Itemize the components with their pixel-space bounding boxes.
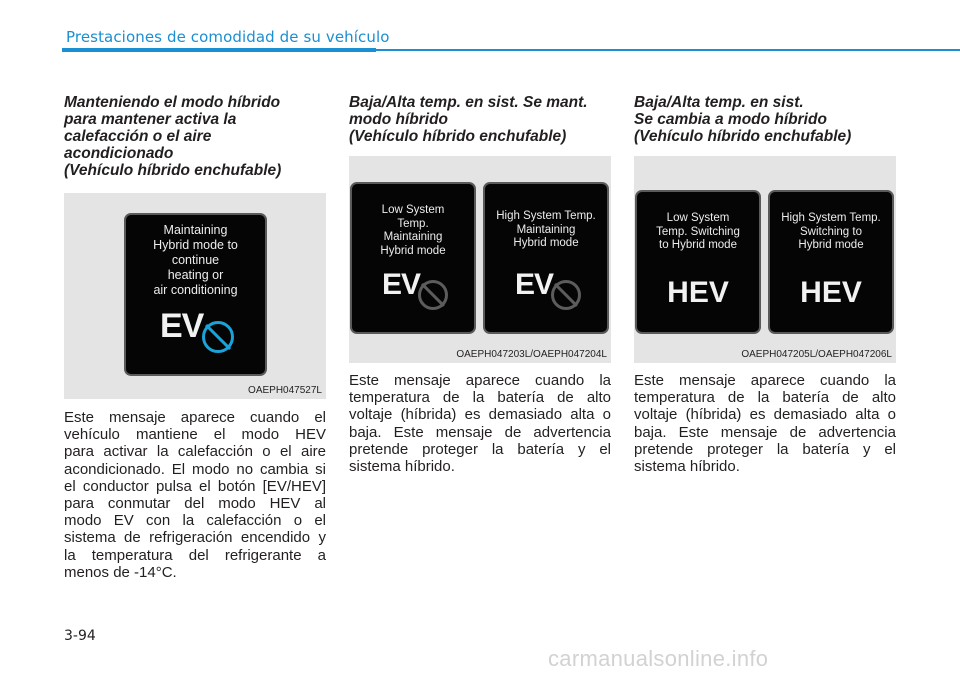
page-number: 3-94 xyxy=(64,628,96,644)
body-line: baja. Este mensaje de advertencia xyxy=(634,423,896,441)
heading-line: acondicionado xyxy=(64,145,174,162)
cluster-message: Low System Temp. Maintaining Hybrid mode xyxy=(380,204,446,257)
heading-line: Baja/Alta temp. en sist. Se mant. xyxy=(349,94,588,111)
cluster-screen-low-temp xyxy=(635,190,761,334)
prohibited-icon xyxy=(418,280,448,310)
body-line: para activar la calefacción o el aire xyxy=(64,443,326,461)
heading-line: modo híbrido xyxy=(349,111,449,128)
cluster-screen-high-temp xyxy=(483,182,609,334)
body-line: el conductor pulsa el botón [EV/HEV] xyxy=(64,477,326,495)
ev-mode-indicator: EV xyxy=(160,307,204,345)
cluster-screen-high-temp xyxy=(768,190,894,334)
section-header-title: Prestaciones de comodidad de su vehículo xyxy=(66,28,390,46)
heading-line: Baja/Alta temp. en sist. xyxy=(634,94,804,111)
cluster-screen-low-temp xyxy=(350,182,476,334)
body-line: temperatura de la batería de alto xyxy=(634,389,896,407)
body-line: voltaje (híbrida) es demasiado alta o xyxy=(349,406,611,424)
heading-line: Se cambia a modo híbrido xyxy=(634,111,827,128)
body-line: Este mensaje aparece cuando la xyxy=(349,372,611,389)
section-heading xyxy=(634,94,896,145)
section-heading xyxy=(64,94,326,179)
body-line: pretende proteger la batería y el xyxy=(634,440,896,458)
cluster-message: High System Temp. Switching to Hybrid mode xyxy=(781,212,881,251)
body-line: pretende proteger la batería y el xyxy=(349,440,611,458)
body-paragraph xyxy=(349,372,611,475)
body-line: sistema híbrido. xyxy=(634,458,740,476)
body-line: voltaje (híbrida) es demasiado alta o xyxy=(634,406,896,424)
prohibited-icon xyxy=(202,321,234,353)
figure-cluster-display-heating xyxy=(64,193,326,399)
body-line: vehículo mantiene el modo HEV xyxy=(64,426,326,444)
body-line: modo EV con la calefacción o el xyxy=(64,512,326,530)
body-paragraph xyxy=(634,372,896,475)
heading-line: (Vehículo híbrido enchufable) xyxy=(634,128,852,145)
header-rule-thin xyxy=(376,49,960,51)
watermark: carmanualsonline.info xyxy=(548,646,769,671)
ev-mode-indicator: EV xyxy=(382,268,421,301)
body-line: sistema híbrido. xyxy=(349,458,455,476)
cluster-message: Maintaining Hybrid mode to continue heating or air conditioning xyxy=(153,223,238,297)
heading-line: Manteniendo el modo híbrido xyxy=(64,94,281,111)
body-line: acondicionado. El modo no cambia si xyxy=(64,460,326,478)
hev-mode-indicator: HEV xyxy=(800,276,862,309)
figure-cluster-displays-maintain xyxy=(349,156,611,363)
heading-line: (Vehículo híbrido enchufable) xyxy=(349,128,567,145)
column-low-high-temp-maintain xyxy=(349,94,611,145)
cluster-message: Low System Temp. Switching to Hybrid mode xyxy=(656,212,740,251)
body-line: menos de -14°C. xyxy=(64,563,177,581)
column-maintaining-hybrid-heating xyxy=(64,94,326,179)
body-line: sistema de refrigeración encendido y xyxy=(64,529,326,547)
column-low-high-temp-switch xyxy=(634,94,896,145)
body-line: Este mensaje aparece cuando el xyxy=(64,409,326,426)
section-heading xyxy=(349,94,611,145)
header-rule-thick xyxy=(62,48,376,52)
figure-code: OAEPH047527L xyxy=(248,385,322,396)
cluster-message: High System Temp. Maintaining Hybrid mode xyxy=(496,210,596,249)
figure-code: OAEPH047205L/OAEPH047206L xyxy=(741,349,892,360)
body-line: la temperatura del refrigerante a xyxy=(64,546,326,564)
cluster-screen xyxy=(124,213,267,376)
body-line: para conmutar del modo HEV al xyxy=(64,495,326,513)
figure-code: OAEPH047203L/OAEPH047204L xyxy=(456,349,607,360)
body-line: Este mensaje aparece cuando la xyxy=(634,372,896,389)
hev-mode-indicator: HEV xyxy=(667,276,729,309)
figure-cluster-displays-switch xyxy=(634,156,896,363)
body-paragraph xyxy=(64,409,326,581)
heading-line: calefacción o el aire xyxy=(64,128,212,145)
body-line: temperatura de la batería de alto xyxy=(349,389,611,407)
body-line: baja. Este mensaje de advertencia xyxy=(349,423,611,441)
ev-mode-indicator: EV xyxy=(515,268,554,301)
heading-line: (Vehículo híbrido enchufable) xyxy=(64,162,282,179)
heading-line: para mantener activa la xyxy=(64,111,237,128)
prohibited-icon xyxy=(551,280,581,310)
